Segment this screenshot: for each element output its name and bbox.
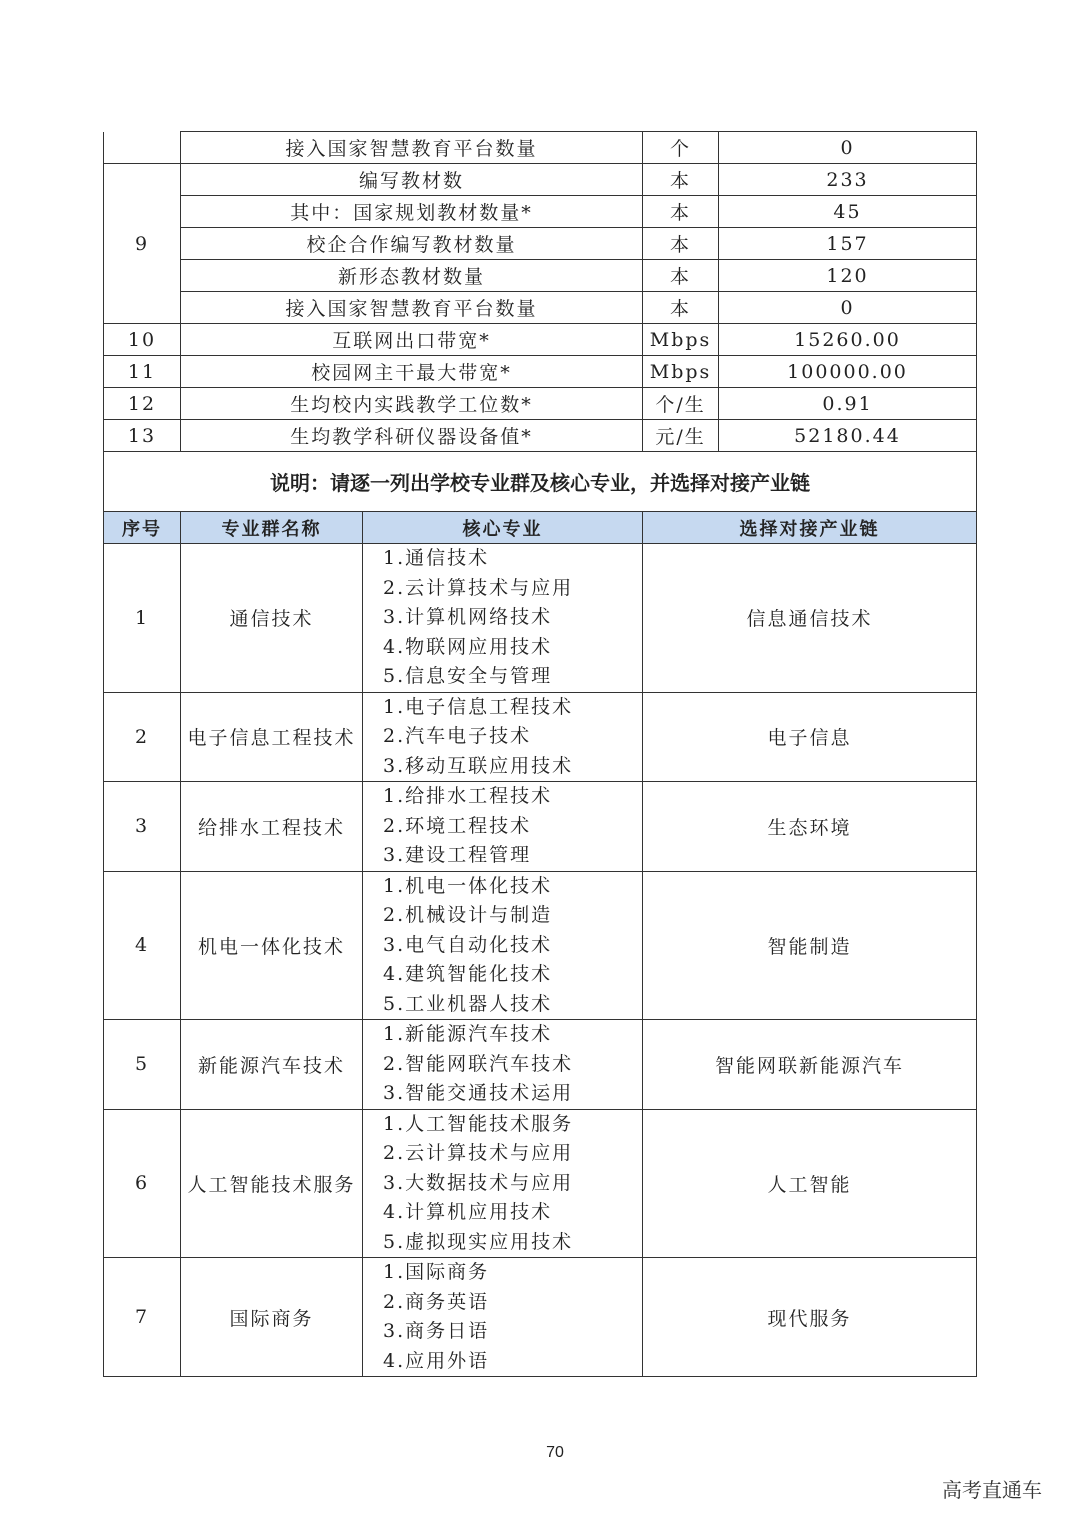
value-cell: 233 bbox=[719, 164, 977, 196]
page-number: 70 bbox=[546, 1444, 564, 1461]
table-row bbox=[104, 196, 977, 228]
seq-cell: 13 bbox=[104, 420, 181, 452]
value-cell: 45 bbox=[719, 196, 977, 228]
table-row bbox=[104, 1020, 977, 1110]
table-row bbox=[104, 388, 977, 420]
value-cell: 15260.00 bbox=[719, 324, 977, 356]
seq-cell: 5 bbox=[104, 1020, 181, 1110]
core-major: 3.计算机网络技术 bbox=[383, 606, 553, 628]
header-seq: 序号 bbox=[104, 512, 181, 544]
core-major: 1.通信技术 bbox=[383, 547, 490, 569]
item-cell: 生均教学科研仪器设备值* bbox=[181, 420, 643, 452]
value-cell: 0.91 bbox=[719, 388, 977, 420]
item-cell: 接入国家智慧教育平台数量 bbox=[181, 292, 643, 324]
core-major: 3.电气自动化技术 bbox=[383, 933, 553, 956]
core-majors-cell bbox=[363, 544, 643, 693]
core-major: 4.计算机应用技术 bbox=[383, 1201, 553, 1223]
unit-cell: 元/生 bbox=[643, 420, 719, 452]
header-group: 专业群名称 bbox=[181, 512, 363, 544]
header-core: 核心专业 bbox=[363, 512, 643, 544]
seq-cell bbox=[104, 132, 181, 164]
chain-cell: 生态环境 bbox=[643, 782, 977, 872]
table-row bbox=[104, 782, 977, 872]
chain-cell: 人工智能 bbox=[643, 1109, 977, 1258]
core-major: 2.云计算技术与应用 bbox=[383, 1142, 574, 1164]
core-major: 2.环境工程技术 bbox=[383, 814, 532, 837]
table-row bbox=[104, 228, 977, 260]
table-row bbox=[104, 260, 977, 292]
core-major: 2.云计算技术与应用 bbox=[383, 576, 574, 599]
item-cell: 生均校内实践教学工位数* bbox=[181, 388, 643, 420]
core-major: 4.建筑智能化技术 bbox=[383, 963, 553, 985]
seq-cell: 10 bbox=[104, 324, 181, 356]
table-row bbox=[104, 692, 977, 782]
table-row bbox=[104, 356, 977, 388]
table-row bbox=[104, 292, 977, 324]
core-major: 1.人工智能技术服务 bbox=[383, 1112, 574, 1135]
data-table bbox=[103, 131, 977, 1377]
item-cell: 其中：国家规划教材数量* bbox=[181, 196, 643, 228]
seq-cell: 7 bbox=[104, 1258, 181, 1377]
core-majors-cell bbox=[363, 782, 643, 872]
seq-cell: 3 bbox=[104, 782, 181, 872]
table-row bbox=[104, 132, 977, 164]
core-major: 1.新能源汽车技术 bbox=[383, 1023, 553, 1045]
chain-cell: 信息通信技术 bbox=[643, 544, 977, 693]
core-major: 4.应用外语 bbox=[383, 1349, 490, 1372]
core-major: 1.电子信息工程技术 bbox=[383, 695, 574, 718]
core-major: 2.汽车电子技术 bbox=[383, 725, 532, 747]
core-major: 5.虚拟现实应用技术 bbox=[383, 1230, 574, 1253]
chain-cell: 电子信息 bbox=[643, 692, 977, 782]
value-cell: 120 bbox=[719, 260, 977, 292]
seq-cell: 2 bbox=[104, 692, 181, 782]
seq-cell: 1 bbox=[104, 544, 181, 693]
unit-cell: Mbps bbox=[643, 356, 719, 388]
core-major: 4.物联网应用技术 bbox=[383, 635, 553, 658]
value-cell: 157 bbox=[719, 228, 977, 260]
table-row bbox=[104, 871, 977, 1020]
value-cell: 52180.44 bbox=[719, 420, 977, 452]
unit-cell: 本 bbox=[643, 196, 719, 228]
table-row bbox=[104, 420, 977, 452]
table-row bbox=[104, 1258, 977, 1377]
group-name-cell: 通信技术 bbox=[181, 544, 363, 693]
group-name-cell: 新能源汽车技术 bbox=[181, 1020, 363, 1110]
unit-cell: 本 bbox=[643, 164, 719, 196]
core-major: 5.工业机器人技术 bbox=[383, 992, 553, 1015]
core-major: 1.给排水工程技术 bbox=[383, 785, 553, 807]
unit-cell: 本 bbox=[643, 260, 719, 292]
unit-cell: 个/生 bbox=[643, 388, 719, 420]
core-majors-cell bbox=[363, 871, 643, 1020]
group-name-cell: 机电一体化技术 bbox=[181, 871, 363, 1020]
core-major: 3.商务日语 bbox=[383, 1320, 490, 1342]
core-major: 2.机械设计与制造 bbox=[383, 904, 553, 926]
header-row bbox=[104, 512, 977, 544]
core-majors-cell bbox=[363, 1109, 643, 1258]
chain-cell: 现代服务 bbox=[643, 1258, 977, 1377]
value-cell: 0 bbox=[719, 292, 977, 324]
group-name-cell: 电子信息工程技术 bbox=[181, 692, 363, 782]
core-majors-cell bbox=[363, 692, 643, 782]
core-major: 3.建设工程管理 bbox=[383, 844, 532, 866]
core-major: 3.大数据技术与应用 bbox=[383, 1171, 574, 1194]
unit-cell: Mbps bbox=[643, 324, 719, 356]
unit-cell: 本 bbox=[643, 292, 719, 324]
header-chain: 选择对接产业链 bbox=[643, 512, 977, 544]
group-name-cell: 给排水工程技术 bbox=[181, 782, 363, 872]
table-row bbox=[104, 544, 977, 693]
table-row bbox=[104, 1109, 977, 1258]
seq-cell: 11 bbox=[104, 356, 181, 388]
seq-cell: 6 bbox=[104, 1109, 181, 1258]
seq-cell: 4 bbox=[104, 871, 181, 1020]
core-major: 3.移动互联应用技术 bbox=[383, 754, 574, 777]
core-major: 5.信息安全与管理 bbox=[383, 665, 553, 687]
table-note: 说明：请逐一列出学校专业群及核心专业，并选择对接产业链 bbox=[104, 452, 977, 512]
value-cell: 0 bbox=[719, 132, 977, 164]
item-cell: 接入国家智慧教育平台数量 bbox=[181, 132, 643, 164]
core-major: 1.国际商务 bbox=[383, 1261, 490, 1283]
item-cell: 编写教材数 bbox=[181, 164, 643, 196]
core-majors-cell bbox=[363, 1258, 643, 1377]
core-major: 1.机电一体化技术 bbox=[383, 874, 553, 897]
chain-cell: 智能网联新能源汽车 bbox=[643, 1020, 977, 1110]
seq-cell: 12 bbox=[104, 388, 181, 420]
unit-cell: 个 bbox=[643, 132, 719, 164]
item-cell: 校企合作编写教材数量 bbox=[181, 228, 643, 260]
core-majors-cell bbox=[363, 1020, 643, 1110]
table-row bbox=[104, 324, 977, 356]
seq-cell: 9 bbox=[104, 164, 181, 324]
watermark: 高考直通车 bbox=[942, 1478, 1042, 1502]
chain-cell: 智能制造 bbox=[643, 871, 977, 1020]
table-row bbox=[104, 164, 977, 196]
value-cell: 100000.00 bbox=[719, 356, 977, 388]
group-name-cell: 国际商务 bbox=[181, 1258, 363, 1377]
group-name-cell: 人工智能技术服务 bbox=[181, 1109, 363, 1258]
item-cell: 新形态教材数量 bbox=[181, 260, 643, 292]
core-major: 3.智能交通技术运用 bbox=[383, 1082, 574, 1104]
item-cell: 互联网出口带宽* bbox=[181, 324, 643, 356]
item-cell: 校园网主干最大带宽* bbox=[181, 356, 643, 388]
unit-cell: 本 bbox=[643, 228, 719, 260]
core-major: 2.商务英语 bbox=[383, 1290, 490, 1313]
core-major: 2.智能网联汽车技术 bbox=[383, 1052, 574, 1075]
